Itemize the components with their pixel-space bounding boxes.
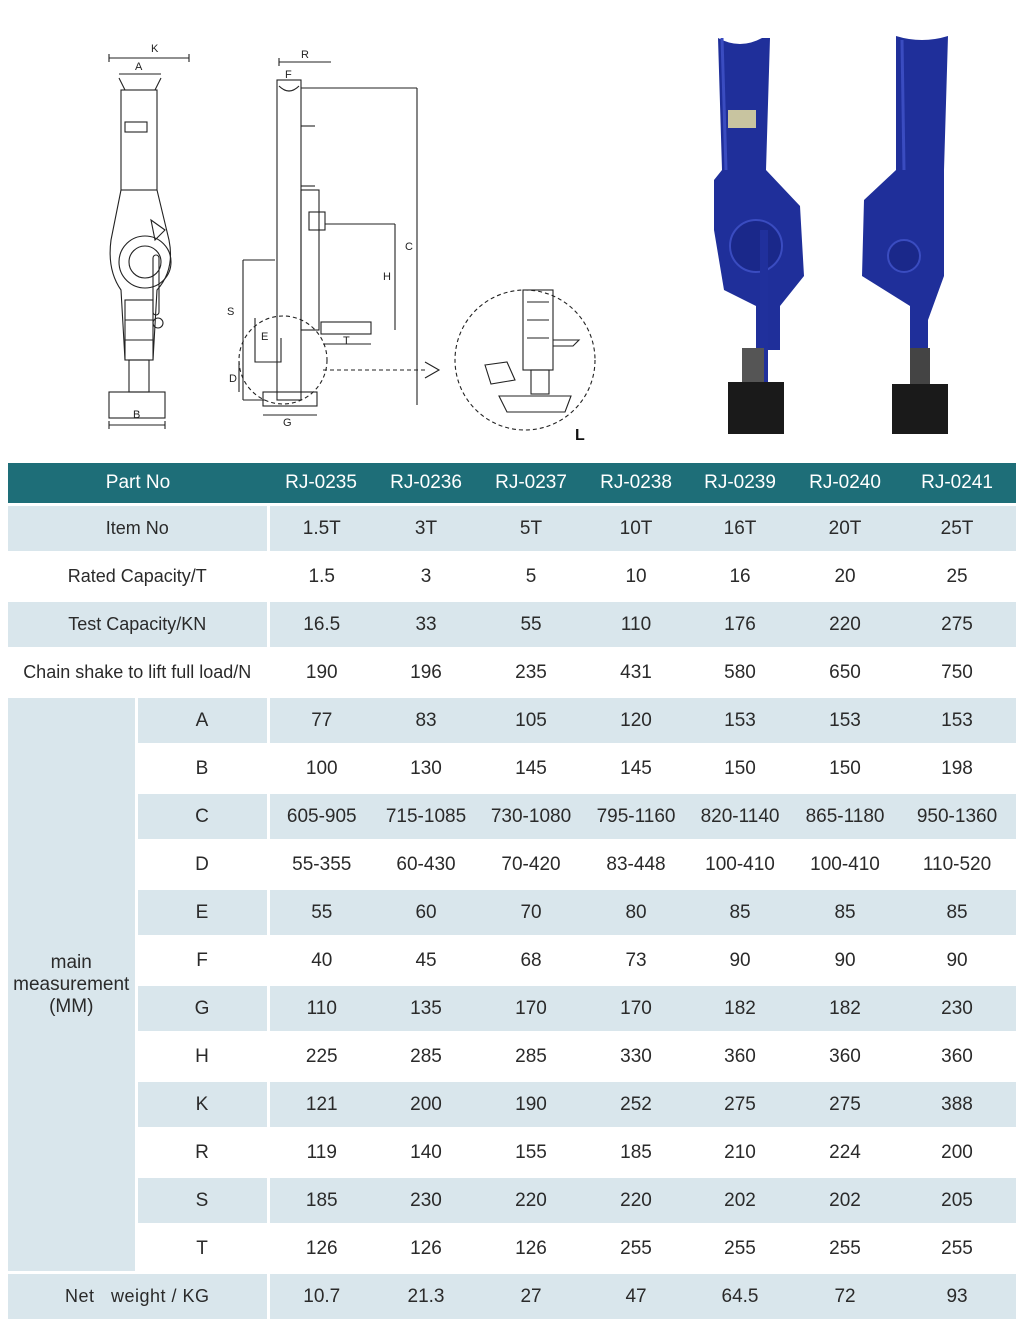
table-row	[8, 697, 1016, 745]
label-s: S	[227, 306, 235, 318]
table-cell: 126	[268, 1225, 374, 1273]
table-cell: 865-1180	[792, 793, 898, 841]
table-cell: 100	[268, 745, 374, 793]
table-cell: 27	[478, 1273, 584, 1321]
blue-rack-jack-side-photo	[852, 30, 962, 440]
table-cell: 140	[374, 1129, 478, 1177]
group-label-line1: main measurement	[13, 951, 130, 995]
table-cell: 820-1140	[688, 793, 792, 841]
table-cell: 5T	[478, 505, 584, 553]
table-cell: 90	[688, 937, 792, 985]
table-cell: 64.5	[688, 1273, 792, 1321]
table-cell: 16.5	[268, 601, 374, 649]
table-cell: 182	[688, 985, 792, 1033]
header-part: RJ-0236	[374, 463, 478, 505]
label-f: F	[285, 69, 292, 81]
table-cell: 182	[792, 985, 898, 1033]
table-cell: 126	[374, 1225, 478, 1273]
header-part: RJ-0238	[584, 463, 688, 505]
table-cell: 73	[584, 937, 688, 985]
net-weight-row	[8, 1273, 1016, 1321]
table-cell: 100-410	[792, 841, 898, 889]
row-label: S	[136, 1177, 268, 1225]
table-cell: 40	[268, 937, 374, 985]
label-c: C	[405, 241, 413, 253]
table-cell: 730-1080	[478, 793, 584, 841]
table-cell: 198	[898, 745, 1016, 793]
table-cell: 360	[792, 1033, 898, 1081]
table-cell: 21.3	[374, 1273, 478, 1321]
table-cell: 85	[898, 889, 1016, 937]
row-label: H	[136, 1033, 268, 1081]
dimension-drawing	[95, 40, 615, 450]
table-cell: 360	[898, 1033, 1016, 1081]
table-row	[8, 1081, 1016, 1129]
table-cell: 1.5	[268, 553, 374, 601]
row-label: Item No	[8, 505, 268, 553]
table-cell: 275	[792, 1081, 898, 1129]
table-cell: 795-1160	[584, 793, 688, 841]
table-cell: 16T	[688, 505, 792, 553]
table-cell: 110	[584, 601, 688, 649]
label-b: B	[133, 409, 141, 421]
row-label: T	[136, 1225, 268, 1273]
table-cell: 153	[688, 697, 792, 745]
row-label: R	[136, 1129, 268, 1177]
row-label: C	[136, 793, 268, 841]
table-cell: 5	[478, 553, 584, 601]
table-cell: 170	[478, 985, 584, 1033]
table-cell: 190	[268, 649, 374, 697]
row-label: Chain shake to lift full load/N	[8, 649, 268, 697]
table-cell: 25T	[898, 505, 1016, 553]
table-cell: 105	[478, 697, 584, 745]
table-cell: 20T	[792, 505, 898, 553]
table-row	[8, 793, 1016, 841]
table-cell: 83-448	[584, 841, 688, 889]
table-cell: 150	[792, 745, 898, 793]
table-cell: 16	[688, 553, 792, 601]
table-cell: 85	[688, 889, 792, 937]
table-cell: 275	[898, 601, 1016, 649]
table-cell: 650	[792, 649, 898, 697]
table-cell: 47	[584, 1273, 688, 1321]
table-row	[8, 985, 1016, 1033]
table-cell: 285	[478, 1033, 584, 1081]
table-row	[8, 1225, 1016, 1273]
table-cell: 80	[584, 889, 688, 937]
table-cell: 90	[792, 937, 898, 985]
table-cell: 185	[584, 1129, 688, 1177]
table-cell: 25	[898, 553, 1016, 601]
table-cell: 1.5T	[268, 505, 374, 553]
table-cell: 235	[478, 649, 584, 697]
table-cell: 202	[792, 1177, 898, 1225]
row-label: D	[136, 841, 268, 889]
row-label: F	[136, 937, 268, 985]
table-cell: 360	[688, 1033, 792, 1081]
table-cell: 3T	[374, 505, 478, 553]
label-k: K	[151, 43, 159, 55]
table-cell: 70-420	[478, 841, 584, 889]
table-cell: 20	[792, 553, 898, 601]
table-cell: 77	[268, 697, 374, 745]
label-e: E	[261, 331, 269, 343]
header-part: RJ-0241	[898, 463, 1016, 505]
table-cell: 68	[478, 937, 584, 985]
table-cell: 185	[268, 1177, 374, 1225]
table-cell: 255	[898, 1225, 1016, 1273]
table-cell: 950-1360	[898, 793, 1016, 841]
table-cell: 90	[898, 937, 1016, 985]
table-cell: 55-355	[268, 841, 374, 889]
table-cell: 205	[898, 1177, 1016, 1225]
table-cell: 55	[268, 889, 374, 937]
table-cell: 252	[584, 1081, 688, 1129]
table-cell: 55	[478, 601, 584, 649]
table-cell: 224	[792, 1129, 898, 1177]
table-cell: 121	[268, 1081, 374, 1129]
table-cell: 130	[374, 745, 478, 793]
table-cell: 120	[584, 697, 688, 745]
table-cell: 60	[374, 889, 478, 937]
table-row	[8, 889, 1016, 937]
table-cell: 190	[478, 1081, 584, 1129]
blue-rack-jack-front-photo	[700, 30, 830, 440]
table-cell: 220	[792, 601, 898, 649]
label-h: H	[383, 271, 391, 283]
table-cell: 145	[478, 745, 584, 793]
table-cell: 10	[584, 553, 688, 601]
spec-table	[8, 463, 1016, 1322]
header-part: RJ-0237	[478, 463, 584, 505]
table-cell: 33	[374, 601, 478, 649]
header-part: RJ-0239	[688, 463, 792, 505]
label-t: T	[343, 335, 350, 347]
table-cell: 10T	[584, 505, 688, 553]
table-cell: 135	[374, 985, 478, 1033]
table-cell: 72	[792, 1273, 898, 1321]
row-label: E	[136, 889, 268, 937]
row-label: Net weight / KG	[8, 1273, 268, 1321]
table-row	[8, 841, 1016, 889]
table-cell: 176	[688, 601, 792, 649]
table-row	[8, 1129, 1016, 1177]
table-cell: 100-410	[688, 841, 792, 889]
label-r: R	[301, 49, 309, 61]
table-cell: 225	[268, 1033, 374, 1081]
table-cell: 3	[374, 553, 478, 601]
table-cell: 153	[792, 697, 898, 745]
header-part: RJ-0235	[268, 463, 374, 505]
table-cell: 85	[792, 889, 898, 937]
table-cell: 93	[898, 1273, 1016, 1321]
table-cell: 60-430	[374, 841, 478, 889]
measurement-group-label	[8, 697, 136, 1273]
table-row	[8, 649, 1016, 697]
table-row	[8, 1033, 1016, 1081]
table-cell: 255	[792, 1225, 898, 1273]
table-cell: 220	[584, 1177, 688, 1225]
table-cell: 126	[478, 1225, 584, 1273]
row-label: Test Capacity/KN	[8, 601, 268, 649]
table-cell: 580	[688, 649, 792, 697]
table-row	[8, 1177, 1016, 1225]
table-cell: 45	[374, 937, 478, 985]
table-cell: 210	[688, 1129, 792, 1177]
row-label: K	[136, 1081, 268, 1129]
table-cell: 200	[374, 1081, 478, 1129]
table-cell: 285	[374, 1033, 478, 1081]
table-cell: 275	[688, 1081, 792, 1129]
table-cell: 431	[584, 649, 688, 697]
table-cell: 255	[584, 1225, 688, 1273]
table-cell: 10.7	[268, 1273, 374, 1321]
table-cell: 715-1085	[374, 793, 478, 841]
group-label-line2: (MM)	[49, 995, 94, 1017]
table-cell: 196	[374, 649, 478, 697]
table-cell: 145	[584, 745, 688, 793]
table-row	[8, 553, 1016, 601]
table-cell: 155	[478, 1129, 584, 1177]
table-cell: 110	[268, 985, 374, 1033]
table-cell: 220	[478, 1177, 584, 1225]
row-label: B	[136, 745, 268, 793]
row-label: G	[136, 985, 268, 1033]
label-g: G	[283, 417, 292, 429]
table-row	[8, 745, 1016, 793]
table-row	[8, 601, 1016, 649]
table-cell: 230	[898, 985, 1016, 1033]
label-l: L	[575, 427, 585, 444]
table-cell: 330	[584, 1033, 688, 1081]
header-part: RJ-0240	[792, 463, 898, 505]
header-row	[8, 463, 1016, 505]
row-label: Rated Capacity/T	[8, 553, 268, 601]
table-cell: 230	[374, 1177, 478, 1225]
table-cell: 110-520	[898, 841, 1016, 889]
table-cell: 70	[478, 889, 584, 937]
table-cell: 750	[898, 649, 1016, 697]
label-d: D	[229, 373, 237, 385]
table-cell: 170	[584, 985, 688, 1033]
row-label: A	[136, 697, 268, 745]
table-cell: 388	[898, 1081, 1016, 1129]
table-row	[8, 937, 1016, 985]
table-cell: 150	[688, 745, 792, 793]
table-cell: 605-905	[268, 793, 374, 841]
table-cell: 119	[268, 1129, 374, 1177]
header-part-no: Part No	[8, 463, 268, 505]
table-cell: 153	[898, 697, 1016, 745]
table-cell: 83	[374, 697, 478, 745]
table-cell: 200	[898, 1129, 1016, 1177]
figure-area	[0, 0, 1026, 462]
table-cell: 255	[688, 1225, 792, 1273]
table-cell: 202	[688, 1177, 792, 1225]
label-a: A	[135, 61, 143, 73]
table-row	[8, 505, 1016, 553]
